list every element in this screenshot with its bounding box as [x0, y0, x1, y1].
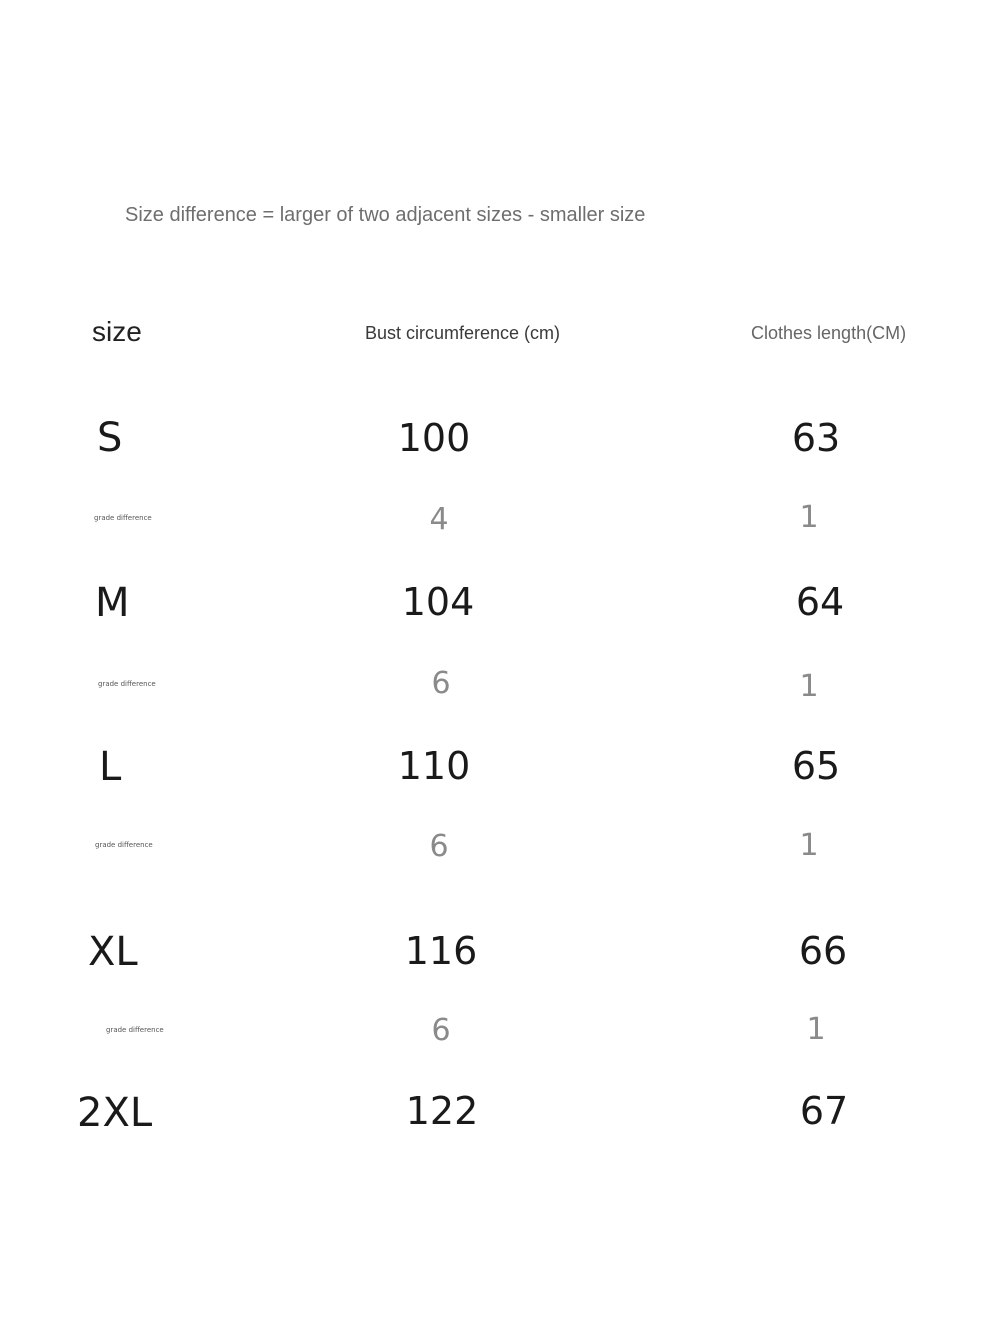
- length-value-xl: 66: [798, 929, 848, 973]
- bust-value-l: 110: [397, 744, 471, 788]
- size-label-2xl: 2XL: [77, 1090, 153, 1136]
- length-value-l: 65: [791, 744, 841, 788]
- grade-length-value: 1: [806, 1012, 826, 1047]
- bust-value-2xl: 122: [405, 1089, 479, 1133]
- size-label-xl: XL: [88, 929, 138, 975]
- grade-difference-label: grade difference: [98, 680, 156, 688]
- bust-value-xl: 116: [404, 929, 478, 973]
- bust-value-m: 104: [401, 580, 475, 624]
- grade-difference-label: grade difference: [95, 841, 153, 849]
- column-header-bust: Bust circumference (cm): [365, 323, 561, 343]
- length-value-2xl: 67: [799, 1089, 849, 1133]
- bust-value-s: 100: [397, 416, 471, 460]
- grade-bust-value: 6: [431, 1013, 451, 1048]
- size-label-m: M: [95, 580, 130, 626]
- size-difference-note: Size difference = larger of two adjacent sizes - smaller size: [125, 204, 646, 226]
- grade-bust-value: 6: [431, 666, 451, 701]
- length-value-m: 64: [795, 580, 845, 624]
- column-header-length: Clothes length(CM): [751, 323, 907, 343]
- grade-difference-label: grade difference: [94, 514, 152, 522]
- size-label-s: S: [97, 415, 123, 461]
- grade-bust-value: 4: [429, 502, 449, 537]
- length-value-s: 63: [791, 416, 841, 460]
- grade-difference-label: grade difference: [106, 1026, 164, 1034]
- column-header-size: size: [92, 316, 142, 347]
- grade-length-value: 1: [799, 828, 819, 863]
- grade-bust-value: 6: [429, 829, 449, 864]
- grade-length-value: 1: [799, 500, 819, 535]
- size-label-l: L: [99, 744, 122, 790]
- grade-length-value: 1: [799, 669, 819, 704]
